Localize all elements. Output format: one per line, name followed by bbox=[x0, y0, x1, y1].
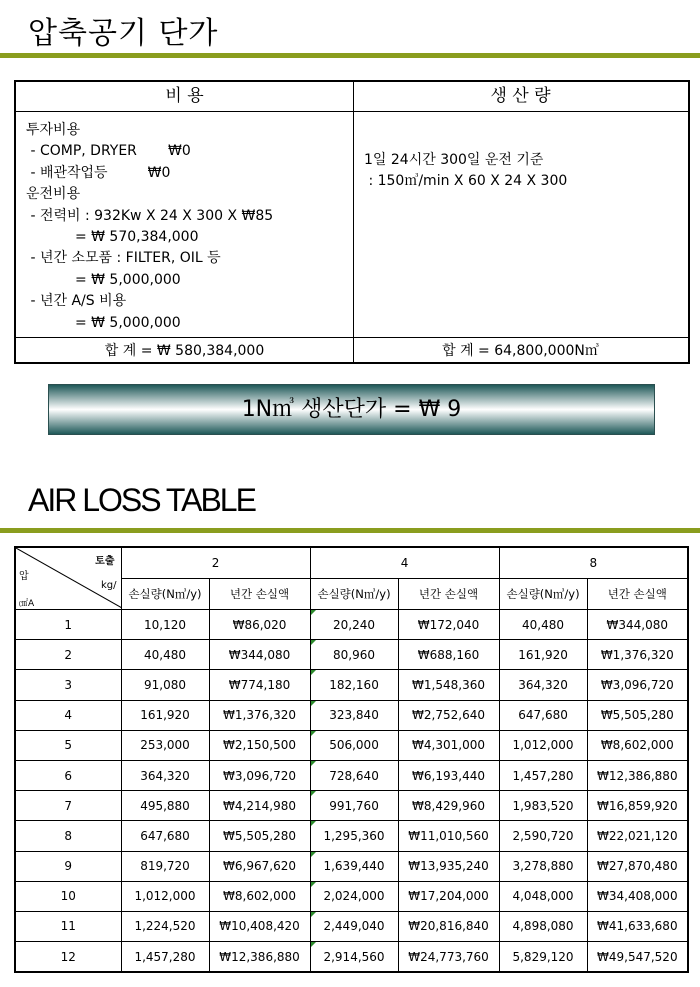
table-row bbox=[15, 760, 688, 790]
cost-total: 합 계 = ₩ 580,384,000 bbox=[104, 343, 265, 359]
loss-cost-cell: ₩13,935,240 bbox=[398, 851, 499, 881]
loss-cost-cell: ₩2,150,500 bbox=[209, 730, 310, 760]
loss-cost-cell: ₩8,602,000 bbox=[209, 881, 310, 911]
air-loss-table bbox=[14, 546, 689, 973]
loss-cost-cell: ₩2,752,640 bbox=[398, 700, 499, 730]
section-divider bbox=[0, 528, 700, 533]
loss-volume-cell: 20,240 bbox=[310, 610, 398, 640]
column-header: 손실량(N㎥/y) bbox=[121, 579, 209, 610]
loss-cost-cell: ₩344,080 bbox=[587, 610, 688, 640]
row-size-label: 5 bbox=[15, 730, 121, 760]
loss-cost-cell: ₩34,408,000 bbox=[587, 881, 688, 911]
column-header: 년간 손실액 bbox=[398, 579, 499, 610]
loss-cost-cell: ₩16,859,920 bbox=[587, 791, 688, 821]
loss-cost-cell: ₩27,870,480 bbox=[587, 851, 688, 881]
row-size-label: 9 bbox=[15, 851, 121, 881]
loss-volume-cell: 1,012,000 bbox=[121, 881, 209, 911]
row-size-label: 8 bbox=[15, 821, 121, 851]
table-row bbox=[15, 821, 688, 851]
table-row bbox=[15, 911, 688, 941]
loss-cost-cell: ₩5,505,280 bbox=[209, 821, 310, 851]
column-header: 손실량(N㎥/y) bbox=[499, 579, 587, 610]
column-divider bbox=[353, 82, 354, 362]
row-size-label: 3 bbox=[15, 670, 121, 700]
loss-volume-cell: 1,457,280 bbox=[121, 942, 209, 973]
cost-header: 비 용 bbox=[165, 86, 204, 106]
loss-volume-cell: 1,457,280 bbox=[499, 760, 587, 790]
row-size-label: 6 bbox=[15, 760, 121, 790]
unit-label-bottom: ㎠A bbox=[19, 599, 35, 609]
loss-volume-cell: 819,720 bbox=[121, 851, 209, 881]
loss-cost-cell: ₩20,816,840 bbox=[398, 911, 499, 941]
loss-volume-cell: 40,480 bbox=[121, 640, 209, 670]
loss-volume-cell: 1,012,000 bbox=[499, 730, 587, 760]
cost-line: = ₩ 5,000,000 bbox=[26, 314, 181, 331]
loss-cost-cell: ₩1,376,320 bbox=[587, 640, 688, 670]
table-row bbox=[15, 700, 688, 730]
loss-cost-cell: ₩774,180 bbox=[209, 670, 310, 700]
cost-line: - 년간 소모품 : FILTER, OIL 등 bbox=[26, 250, 221, 267]
loss-cost-cell: ₩17,204,000 bbox=[398, 881, 499, 911]
unit-label-top: kg/ bbox=[100, 580, 117, 591]
table-row bbox=[15, 730, 688, 760]
loss-volume-cell: 161,920 bbox=[121, 700, 209, 730]
loss-volume-cell: 364,320 bbox=[121, 760, 209, 790]
loss-cost-cell: ₩1,376,320 bbox=[209, 700, 310, 730]
loss-cost-cell: ₩4,301,000 bbox=[398, 730, 499, 760]
row-size-label: 1 bbox=[15, 610, 121, 640]
loss-volume-cell: 253,000 bbox=[121, 730, 209, 760]
loss-cost-cell: ₩24,773,760 bbox=[398, 942, 499, 973]
loss-volume-cell: 1,639,440 bbox=[310, 851, 398, 881]
loss-volume-cell: 91,080 bbox=[121, 670, 209, 700]
pressure-label: 압 bbox=[19, 571, 29, 582]
loss-cost-cell: ₩6,193,440 bbox=[398, 760, 499, 790]
title-divider bbox=[0, 53, 700, 58]
cost-line: - COMP, DRYER ₩0 bbox=[26, 143, 191, 160]
row-size-label: 4 bbox=[15, 700, 121, 730]
loss-cost-cell: ₩10,408,420 bbox=[209, 911, 310, 941]
production-line: : 150㎥/min X 60 X 24 X 300 bbox=[364, 173, 568, 190]
loss-volume-cell: 364,320 bbox=[499, 670, 587, 700]
row-size-label: 12 bbox=[15, 942, 121, 973]
table-corner-cell bbox=[15, 547, 121, 610]
loss-cost-cell: ₩344,080 bbox=[209, 640, 310, 670]
loss-cost-cell: ₩12,386,880 bbox=[209, 942, 310, 973]
cost-details bbox=[26, 120, 273, 334]
loss-cost-cell: ₩11,010,560 bbox=[398, 821, 499, 851]
cost-line: = ₩ 5,000,000 bbox=[26, 271, 181, 288]
loss-volume-cell: 323,840 bbox=[310, 700, 398, 730]
loss-cost-cell: ₩8,602,000 bbox=[587, 730, 688, 760]
loss-cost-cell: ₩4,214,980 bbox=[209, 791, 310, 821]
pressure-group-header: 8 bbox=[499, 547, 688, 579]
production-header: 생 산 량 bbox=[490, 86, 551, 106]
loss-cost-cell: ₩12,386,880 bbox=[587, 760, 688, 790]
cost-line: - 년간 A/S 비용 bbox=[26, 293, 127, 310]
cost-line: 투자비용 bbox=[26, 122, 81, 138]
loss-cost-cell: ₩8,429,960 bbox=[398, 791, 499, 821]
loss-volume-cell: 3,278,880 bbox=[499, 851, 587, 881]
loss-volume-cell: 161,920 bbox=[499, 640, 587, 670]
pressure-group-header: 4 bbox=[310, 547, 499, 579]
unit-cost-banner: 1N㎥ 생산단가 = ₩ 9 bbox=[48, 384, 655, 435]
table-row bbox=[15, 851, 688, 881]
loss-volume-cell: 40,480 bbox=[499, 610, 587, 640]
loss-cost-cell: ₩6,967,620 bbox=[209, 851, 310, 881]
loss-volume-cell: 991,760 bbox=[310, 791, 398, 821]
loss-volume-cell: 506,000 bbox=[310, 730, 398, 760]
loss-volume-cell: 2,590,720 bbox=[499, 821, 587, 851]
column-header: 년간 손실액 bbox=[587, 579, 688, 610]
loss-volume-cell: 495,880 bbox=[121, 791, 209, 821]
cost-line: = ₩ 570,384,000 bbox=[26, 228, 199, 245]
loss-volume-cell: 1,295,360 bbox=[310, 821, 398, 851]
pressure-group-header: 2 bbox=[121, 547, 310, 579]
loss-cost-cell: ₩86,020 bbox=[209, 610, 310, 640]
loss-volume-cell: 2,449,040 bbox=[310, 911, 398, 941]
loss-volume-cell: 5,829,120 bbox=[499, 942, 587, 973]
loss-volume-cell: 80,960 bbox=[310, 640, 398, 670]
table-row bbox=[15, 881, 688, 911]
loss-volume-cell: 1,983,520 bbox=[499, 791, 587, 821]
loss-cost-cell: ₩3,096,720 bbox=[587, 670, 688, 700]
loss-volume-cell: 182,160 bbox=[310, 670, 398, 700]
page-title: 압축공기 단가 bbox=[28, 16, 219, 51]
loss-volume-cell: 2,024,000 bbox=[310, 881, 398, 911]
table-row bbox=[15, 942, 688, 973]
loss-volume-cell: 4,898,080 bbox=[499, 911, 587, 941]
production-line: 1일 24시간 300일 운전 기준 bbox=[364, 152, 544, 168]
loss-cost-cell: ₩3,096,720 bbox=[209, 760, 310, 790]
loss-cost-cell: ₩1,548,360 bbox=[398, 670, 499, 700]
discharge-label: 토출 bbox=[95, 556, 115, 567]
loss-volume-cell: 728,640 bbox=[310, 760, 398, 790]
loss-cost-cell: ₩49,547,520 bbox=[587, 942, 688, 973]
table-row bbox=[15, 640, 688, 670]
cost-line: - 배관작업등 ₩0 bbox=[26, 164, 171, 181]
loss-cost-cell: ₩172,040 bbox=[398, 610, 499, 640]
loss-volume-cell: 10,120 bbox=[121, 610, 209, 640]
column-header: 년간 손실액 bbox=[209, 579, 310, 610]
cost-table bbox=[14, 80, 690, 364]
table-row bbox=[15, 791, 688, 821]
loss-volume-cell: 647,680 bbox=[121, 821, 209, 851]
loss-cost-cell: ₩22,021,120 bbox=[587, 821, 688, 851]
loss-volume-cell: 2,914,560 bbox=[310, 942, 398, 973]
loss-cost-cell: ₩688,160 bbox=[398, 640, 499, 670]
table-row bbox=[15, 610, 688, 640]
air-loss-body bbox=[15, 610, 688, 973]
loss-volume-cell: 1,224,520 bbox=[121, 911, 209, 941]
cost-line: - 전력비 : 932Kw X 24 X 300 X ₩85 bbox=[26, 207, 274, 224]
header-divider bbox=[16, 111, 688, 112]
cost-line: 운전비용 bbox=[26, 186, 81, 203]
loss-cost-cell: ₩5,505,280 bbox=[587, 700, 688, 730]
production-details bbox=[364, 150, 567, 193]
row-size-label: 2 bbox=[15, 640, 121, 670]
loss-cost-cell: ₩41,633,680 bbox=[587, 911, 688, 941]
production-total: 합 계 = 64,800,000N㎥ bbox=[442, 343, 599, 359]
table-row bbox=[15, 670, 688, 700]
section-title: AIR LOSS TABLE bbox=[28, 482, 255, 518]
loss-volume-cell: 4,048,000 bbox=[499, 881, 587, 911]
row-size-label: 10 bbox=[15, 881, 121, 911]
loss-volume-cell: 647,680 bbox=[499, 700, 587, 730]
row-size-label: 7 bbox=[15, 791, 121, 821]
row-size-label: 11 bbox=[15, 911, 121, 941]
column-header: 손실량(N㎥/y) bbox=[310, 579, 398, 610]
